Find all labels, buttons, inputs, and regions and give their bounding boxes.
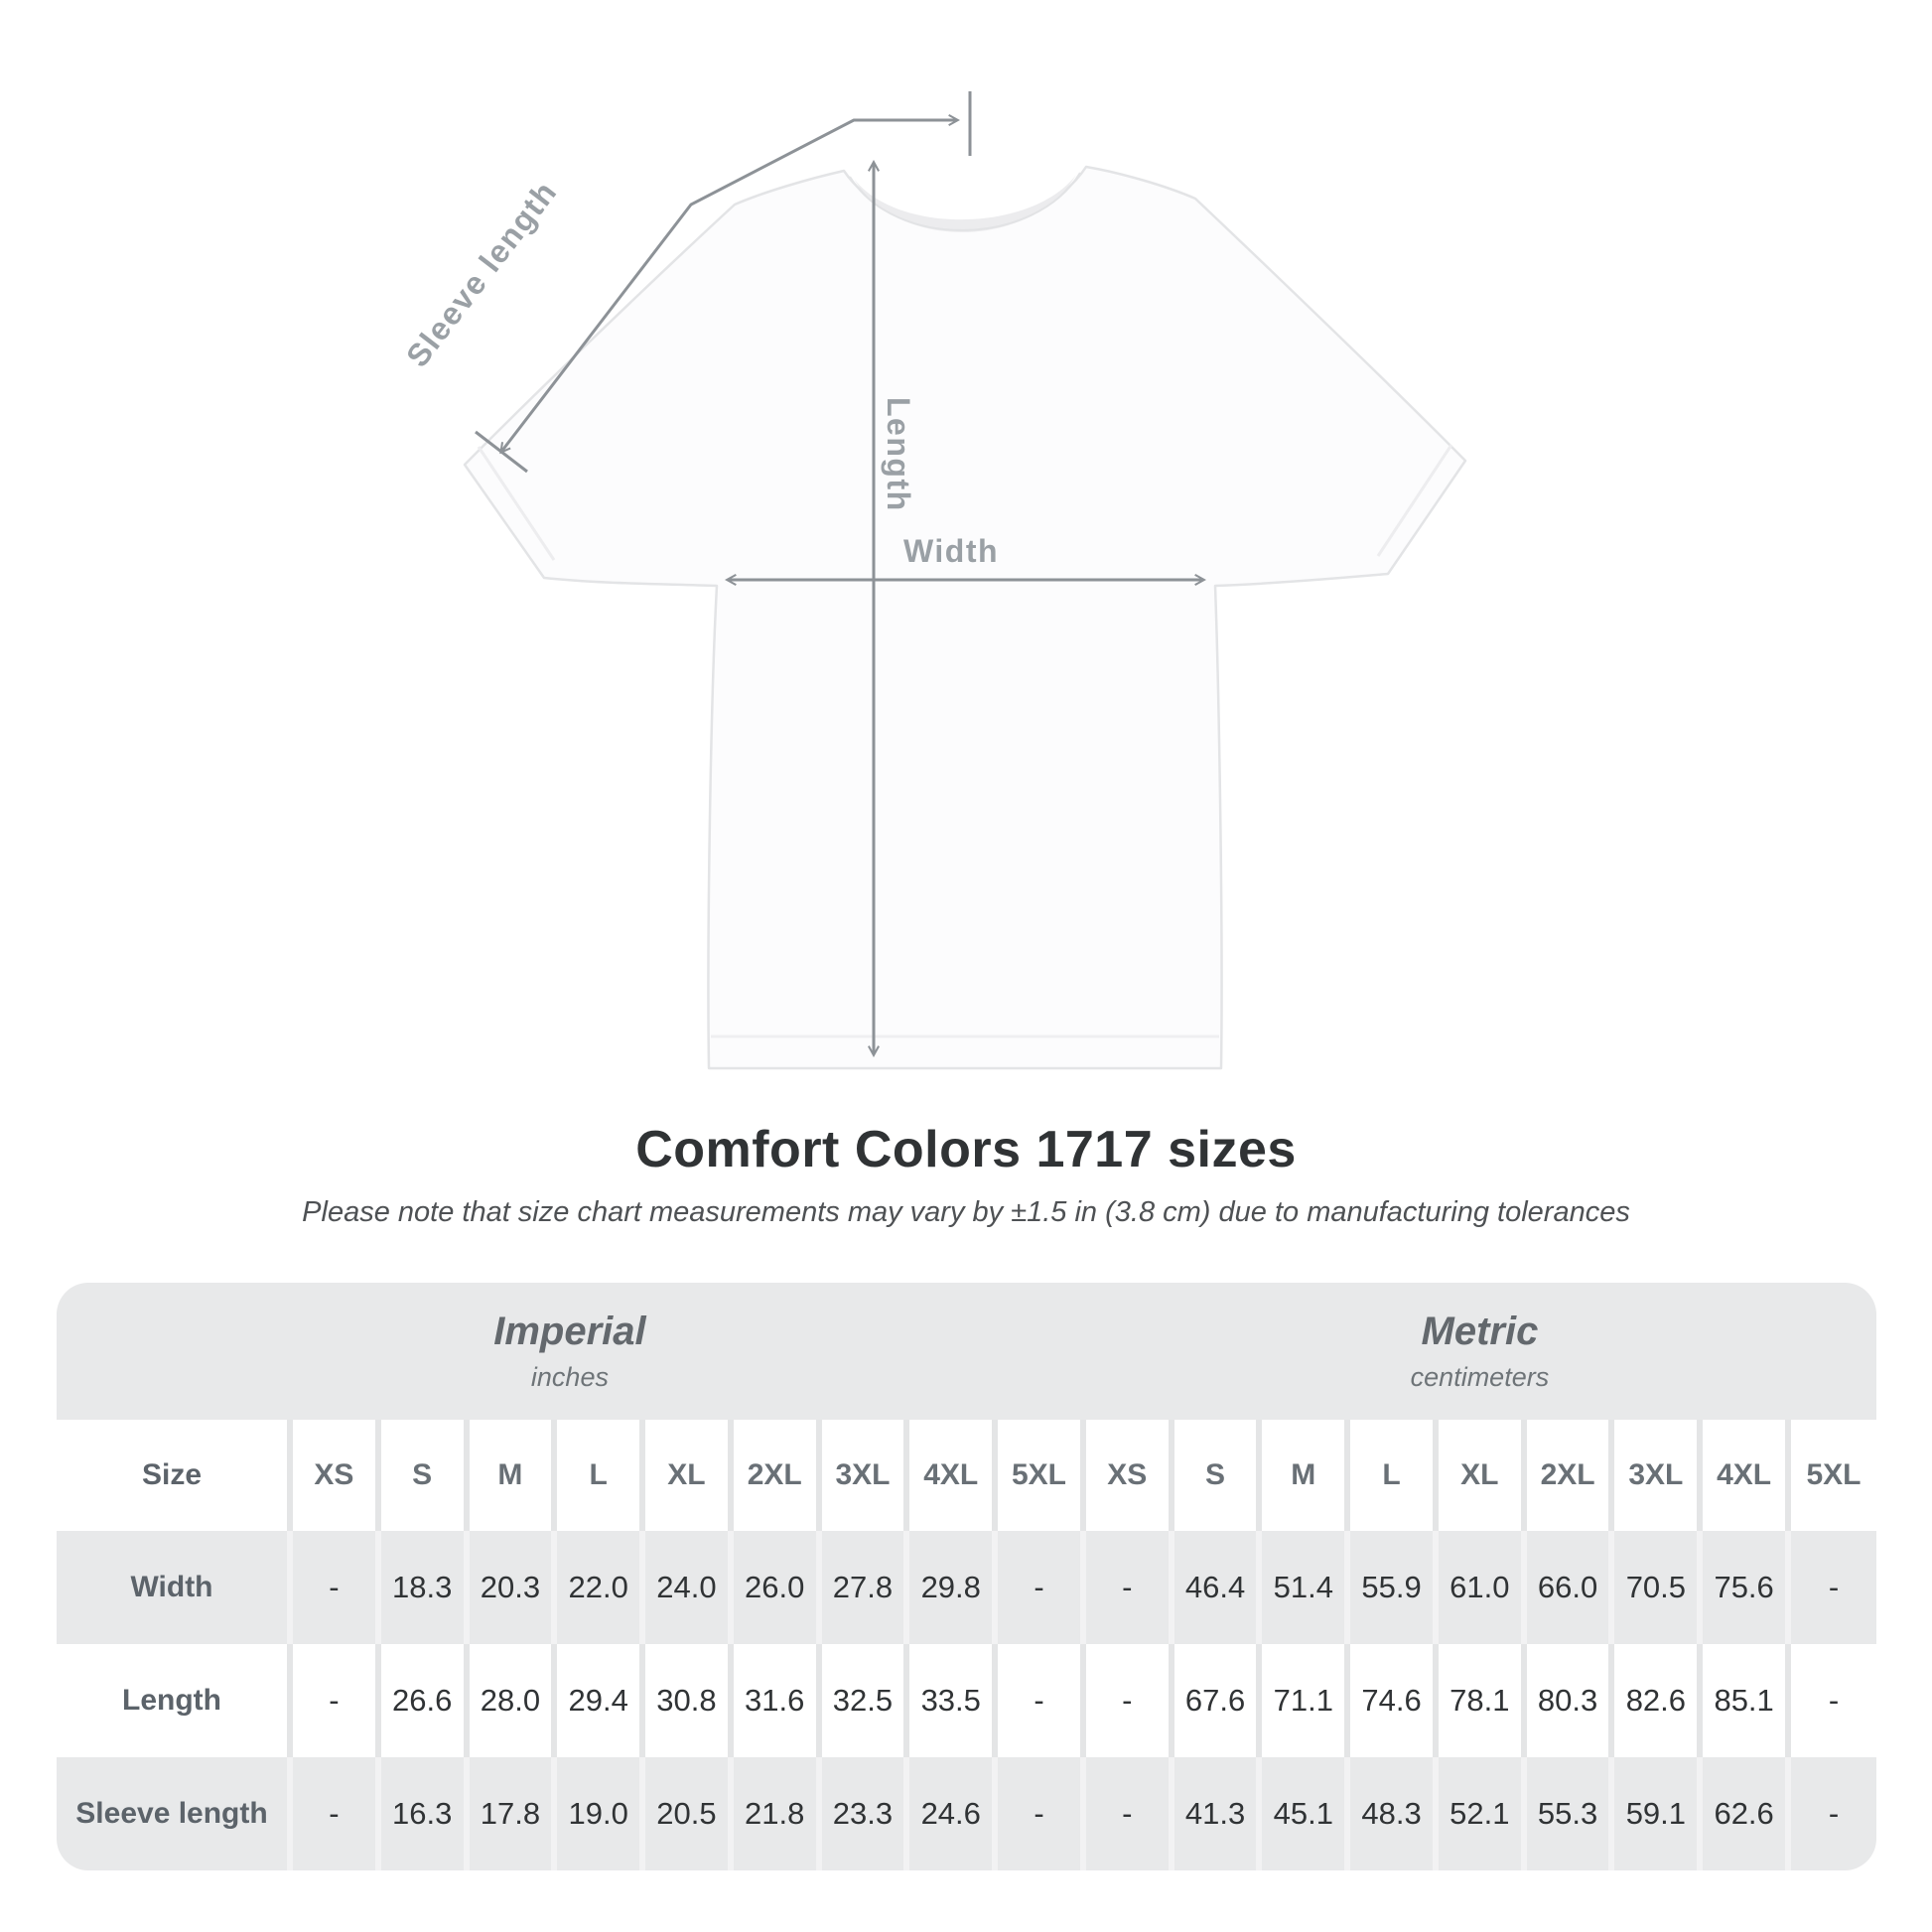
cell-sleeve-imperial-m: 17.8 [467,1757,555,1870]
cell-length-imperial-xl: 30.8 [642,1644,731,1757]
cell-length-metric-xs: - [1083,1644,1172,1757]
width-row-label: Width [57,1531,290,1644]
cell-width-metric-5xl: - [1788,1531,1876,1644]
size-head-imperial-4xl: 4XL [906,1420,995,1531]
imperial-header [57,1283,1083,1420]
size-head-metric-5xl: 5XL [1788,1420,1876,1531]
cell-length-imperial-l: 29.4 [554,1644,642,1757]
cell-width-metric-l: 55.9 [1347,1531,1436,1644]
cell-sleeve-imperial-xs: - [290,1757,378,1870]
cell-length-metric-4xl: 85.1 [1700,1644,1788,1757]
size-table [57,1283,1876,1870]
size-head-metric-m: M [1259,1420,1347,1531]
size-head-metric-xl: XL [1436,1420,1524,1531]
width-label: Width [902,533,1000,569]
cell-sleeve-imperial-3xl: 23.3 [819,1757,907,1870]
cell-sleeve-imperial-2xl: 21.8 [731,1757,819,1870]
size-head-metric-2xl: 2XL [1524,1420,1612,1531]
page-title: Comfort Colors 1717 sizes [635,1121,1297,1178]
cell-length-metric-5xl: - [1788,1644,1876,1757]
cell-width-imperial-3xl: 27.8 [819,1531,907,1644]
cell-width-metric-2xl: 66.0 [1524,1531,1612,1644]
cell-sleeve-metric-xl: 52.1 [1436,1757,1524,1870]
cell-width-metric-xl: 61.0 [1436,1531,1524,1644]
length-row [57,1644,1876,1757]
cell-sleeve-imperial-4xl: 24.6 [906,1757,995,1870]
imperial-title: Imperial [493,1310,646,1353]
cell-width-imperial-xs: - [290,1531,378,1644]
cell-length-imperial-xs: - [290,1644,378,1757]
cell-sleeve-metric-4xl: 62.6 [1700,1757,1788,1870]
imperial-unit: inches [530,1362,609,1392]
size-head-metric-xs: XS [1083,1420,1172,1531]
cell-sleeve-metric-m: 45.1 [1259,1757,1347,1870]
cell-width-imperial-m: 20.3 [467,1531,555,1644]
cell-width-imperial-4xl: 29.8 [906,1531,995,1644]
cell-width-metric-m: 51.4 [1259,1531,1347,1644]
cell-width-metric-3xl: 70.5 [1611,1531,1700,1644]
metric-title: Metric [1421,1310,1539,1353]
cell-width-imperial-s: 18.3 [378,1531,467,1644]
cell-sleeve-metric-s: 41.3 [1172,1757,1260,1870]
size-head-imperial-xs: XS [290,1420,378,1531]
cell-width-metric-4xl: 75.6 [1700,1531,1788,1644]
length-label: Length [881,397,916,512]
cell-width-imperial-xl: 24.0 [642,1531,731,1644]
cell-sleeve-imperial-xl: 20.5 [642,1757,731,1870]
size-head-metric-l: L [1347,1420,1436,1531]
cell-length-imperial-s: 26.6 [378,1644,467,1757]
cell-length-metric-3xl: 82.6 [1611,1644,1700,1757]
size-head-imperial-xl: XL [642,1420,731,1531]
size-head-imperial-5xl: 5XL [995,1420,1083,1531]
width-row [57,1531,1876,1644]
sleeve-length-label: Sleeve length [398,174,565,374]
sleeve-length-row [57,1757,1876,1870]
tolerance-note: Please note that size chart measurements may vary by ±1.5 in (3.8 cm) due to manufacturing tolerances [302,1196,1630,1228]
cell-length-imperial-2xl: 31.6 [731,1644,819,1757]
cell-sleeve-imperial-l: 19.0 [554,1757,642,1870]
size-column-label: Size [57,1420,290,1531]
cell-length-metric-s: 67.6 [1172,1644,1260,1757]
unit-header-row [57,1283,1876,1420]
size-head-metric-3xl: 3XL [1611,1420,1700,1531]
cell-sleeve-metric-5xl: - [1788,1757,1876,1870]
size-head-metric-4xl: 4XL [1700,1420,1788,1531]
length-row-label: Length [57,1644,290,1757]
cell-length-metric-xl: 78.1 [1436,1644,1524,1757]
cell-sleeve-metric-xs: - [1083,1757,1172,1870]
size-head-imperial-m: M [467,1420,555,1531]
cell-length-imperial-3xl: 32.5 [819,1644,907,1757]
cell-length-metric-l: 74.6 [1347,1644,1436,1757]
cell-sleeve-metric-2xl: 55.3 [1524,1757,1612,1870]
size-header-row [57,1420,1876,1531]
cell-width-imperial-2xl: 26.0 [731,1531,819,1644]
cell-sleeve-metric-3xl: 59.1 [1611,1757,1700,1870]
cell-sleeve-metric-l: 48.3 [1347,1757,1436,1870]
cell-length-metric-m: 71.1 [1259,1644,1347,1757]
cell-width-imperial-5xl: - [995,1531,1083,1644]
sleeve-length-row-label: Sleeve length [57,1757,290,1870]
cell-length-imperial-m: 28.0 [467,1644,555,1757]
size-head-imperial-2xl: 2XL [731,1420,819,1531]
cell-sleeve-imperial-5xl: - [995,1757,1083,1870]
cell-length-imperial-4xl: 33.5 [906,1644,995,1757]
size-table-container [57,1283,1876,1870]
cell-width-imperial-l: 22.0 [554,1531,642,1644]
size-head-imperial-3xl: 3XL [819,1420,907,1531]
cell-width-metric-xs: - [1083,1531,1172,1644]
cell-sleeve-imperial-s: 16.3 [378,1757,467,1870]
cell-width-metric-s: 46.4 [1172,1531,1260,1644]
metric-header [1083,1283,1876,1420]
cell-length-metric-2xl: 80.3 [1524,1644,1612,1757]
metric-unit: centimeters [1410,1362,1550,1392]
cell-length-imperial-5xl: - [995,1644,1083,1757]
size-head-imperial-s: S [378,1420,467,1531]
size-head-metric-s: S [1172,1420,1260,1531]
size-head-imperial-l: L [554,1420,642,1531]
